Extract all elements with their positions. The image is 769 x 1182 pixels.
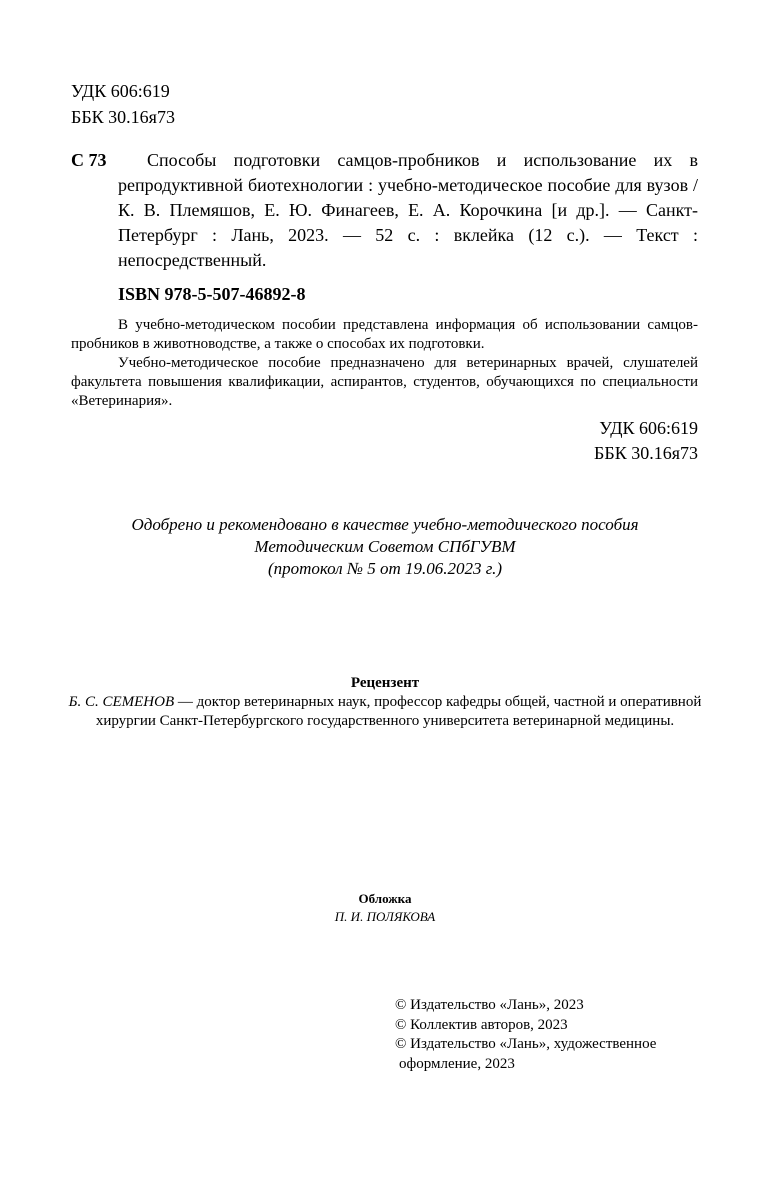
reviewer-text [60,693,710,731]
copyright-block [395,996,656,1074]
udk-code-bottom: УДК 606:619 [599,418,698,438]
annotation [71,316,698,411]
isbn: ISBN 978-5-507-46892-8 [118,284,306,304]
reviewer-block [60,674,710,731]
annotation-paragraph-1: В учебно-методическом пособии представлена информация об использовании самцов-пробников в животноводстве, а также о способах их подготовки. [71,317,698,352]
classification-codes-bottom [594,416,698,466]
approval-statement [60,514,710,580]
reviewer-description: — доктор ветеринарных наук, профессор кафедры общей, частной и оперативной хирургии Санкт-Петербургского государственного университета ветеринарной медицины. [95,694,702,729]
udk-code: УДК 606:619 [71,81,170,101]
approval-line-3: (протокол № 5 от 19.06.2023 г.) [267,559,503,578]
reviewer-heading: Рецензент [350,675,420,691]
copyright-line-3: © Издательство «Лань», художественное [395,1036,657,1052]
bibliographic-description: Способы подготовки самцов-пробников и использование их в репродуктивной биотехнологии : учебно-методическое пособие для вузов / К. В. Племяшов, Е. Ю. Финагеев, Е. А. Корочкина [и др.]. — Санкт-Петербург : Лань, 2023. — 52 с. : вклейка (12 с.). — Текст : непосредственный. [118,150,698,270]
copyright-line-2: © Коллектив авторов, 2023 [395,1016,568,1033]
approval-line-1: Одобрено и рекомендовано в качестве учебно-методического пособия [131,515,639,534]
reviewer-name: Б. С. СЕМЕНОВ [68,694,175,710]
classification-codes-top [71,78,175,130]
approval-line-2: Методическим Советом СПбГУВМ [254,537,516,556]
copyright-line-1: © Издательство «Лань», 2023 [395,997,584,1013]
bibliographic-entry [71,148,698,273]
bbk-code: ББК 30.16я73 [71,107,175,127]
bbk-code-bottom: ББК 30.16я73 [594,443,698,463]
cover-credit [260,890,510,926]
copyright-line-4: оформление, 2023 [399,1055,515,1072]
cover-artist: П. И. ПОЛЯКОВА [334,909,436,924]
annotation-paragraph-2: Учебно-методическое пособие предназначено для ветеринарных врачей, слушателей факультета повышения квалификации, аспирантов, студентов, обучающихся по специальности «Ветеринария». [71,355,698,409]
cover-heading: Обложка [358,891,412,906]
author-sign: С 73 [71,150,107,170]
